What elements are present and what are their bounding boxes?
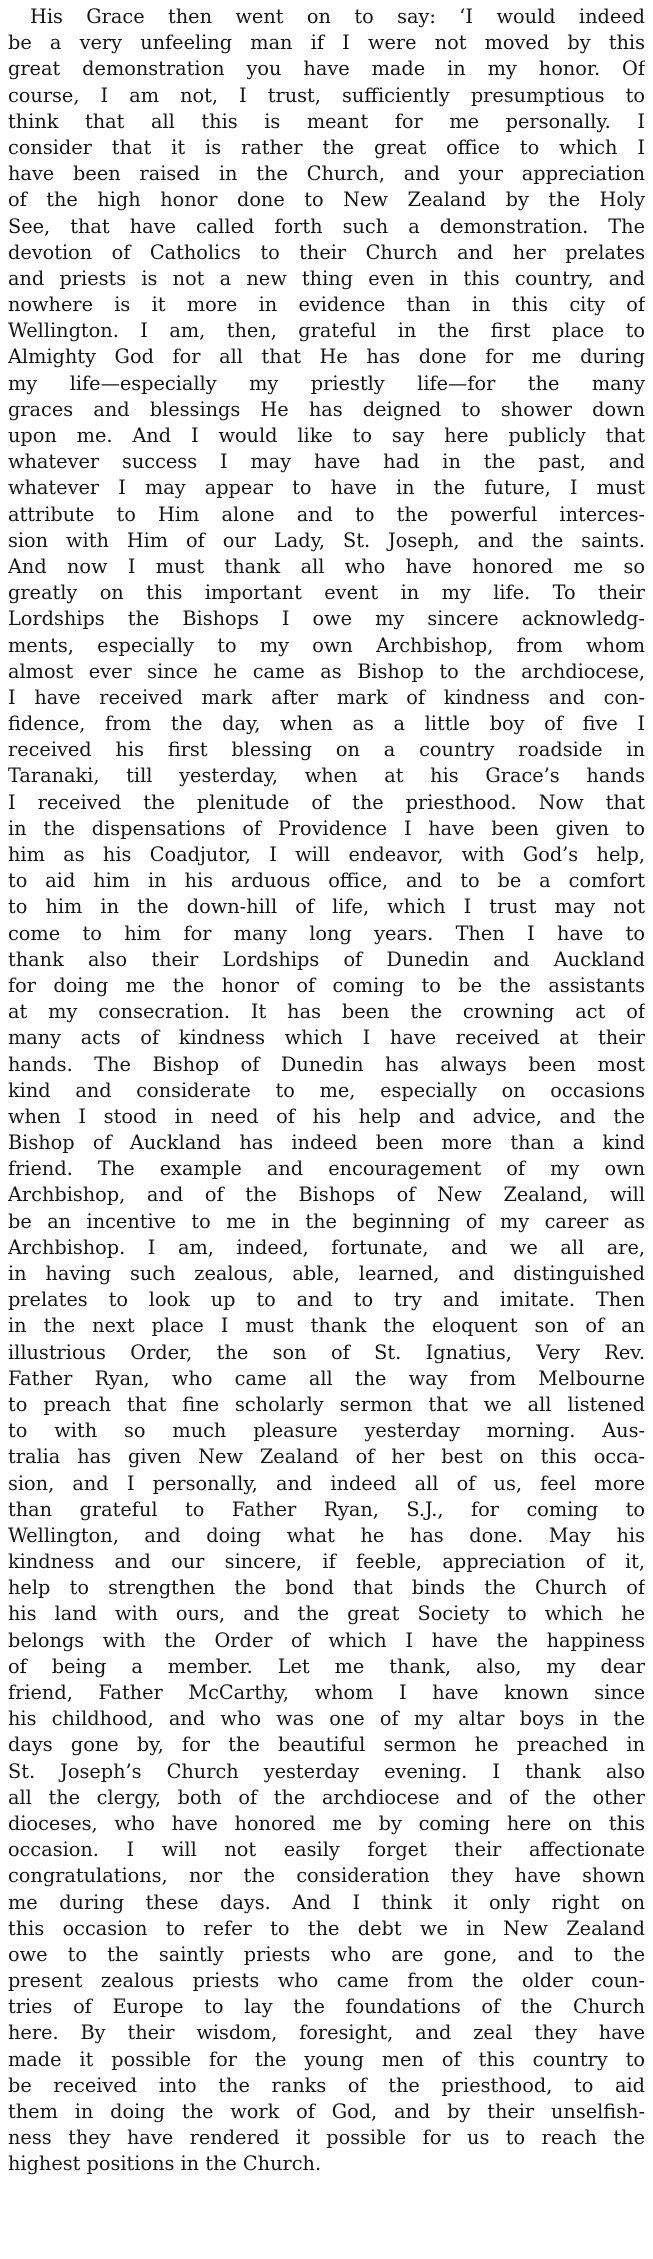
text-line: St. Joseph’s Church yesterday evening. I thank also [8, 1759, 645, 1783]
text-line: Bishop of Auckland has indeed been more than a kind [8, 1131, 645, 1155]
text-line: him as his Coadjutor, I will endeavor, with God’s help, [8, 843, 645, 866]
text-line: them in doing the work of God, and by their unselfish- [8, 2100, 645, 2123]
text-line: days gone by, for the beautiful sermon he preached in [8, 1733, 645, 1757]
text-line: prelates to look up to and to try and imitate. Then [8, 1288, 645, 1312]
text-line: friend, Father McCarthy, whom I have known since [8, 1681, 645, 1704]
text-line: thank also their Lordships of Dunedin and Auckland [8, 947, 645, 971]
text-line: See, that have called forth such a demonstration. The [8, 214, 645, 238]
text-line: hands. The Bishop of Dunedin has always been most [8, 1052, 645, 1076]
text-line: devotion of Catholics to their Church and her prelates [8, 240, 645, 264]
text-line: kindness and our sincere, if feeble, appreciation of it, [8, 1550, 645, 1574]
text-line: to him in the down-hill of life, which I trust may not [8, 895, 645, 919]
text-line: Father Ryan, who came all the way from Melbourne [8, 1366, 645, 1390]
text-line: this occasion to refer to the debt we in New Zealand [8, 1916, 645, 1940]
text-line: be an incentive to me in the beginning of my career as [8, 1209, 645, 1233]
text-line: Archbishop, and of the Bishops of New Zealand, will [8, 1183, 645, 1207]
text-line: to preach that fine scholarly sermon that we all listened [8, 1392, 645, 1416]
text-line: in having such zealous, able, learned, and distinguished [8, 1262, 645, 1285]
text-line: to with so much pleasure yesterday morning. Aus- [8, 1419, 645, 1443]
text-line: here. By their wisdom, foresight, and zeal they have [8, 2021, 645, 2045]
text-line: than grateful to Father Ryan, S.J., for coming to [8, 1497, 645, 1521]
text-line: friend. The example and encouragement of my own [8, 1157, 645, 1181]
text-line: whatever success I may have had in the past, and [8, 450, 645, 474]
text-line: ness they have rendered it possible for us to reach the [8, 2126, 645, 2150]
text-line: have been raised in the Church, and your appreciation [8, 162, 645, 186]
text-line: consider that it is rather the great office to which I [8, 135, 645, 159]
text-line: his land with ours, and the great Society to which he [8, 1602, 645, 1626]
text-line: many acts of kindness which I have received at their [8, 1026, 645, 1050]
text-line: great demonstration you have made in my honor. Of [8, 57, 645, 81]
text-line: occasion. I will not easily forget their affectionate [8, 1838, 645, 1862]
text-line: greatly on this important event in my life. To their [8, 581, 645, 605]
text-line: highest positions in the Church. [8, 2152, 322, 2176]
text-line: ments, especially to my own Archbishop, from whom [8, 633, 645, 657]
text-line: in the next place I must thank the eloquent son of an [8, 1314, 645, 1338]
text-line: at my consecration. It has been the crowning act of [8, 1000, 645, 1024]
text-line: his childhood, and who was one of my altar boys in the [8, 1707, 645, 1731]
text-line: graces and blessings He has deigned to shower down [8, 397, 645, 421]
text-line: my life—especially my priestly life—for the many [8, 371, 645, 395]
text-line: of being a member. Let me thank, also, my dear [8, 1654, 645, 1678]
text-line: present zealous priests who came from the older coun- [8, 1969, 645, 1993]
text-line: almost ever since he came as Bishop to the archdiocese, [8, 659, 645, 683]
text-line: Archbishop. I am, indeed, fortunate, and we all are, [8, 1235, 645, 1259]
text-line: be received into the ranks of the priesthood, to aid [8, 2073, 645, 2097]
text-line: all the clergy, both of the archdiocese and of the other [8, 1785, 645, 1809]
text-line: made it possible for the young men of this country to [8, 2047, 645, 2071]
text-line: congratulations, nor the consideration they have shown [8, 1864, 645, 1888]
text-line: in the dispensations of Providence I have been given to [8, 816, 645, 840]
text-line: fidence, from the day, when as a little boy of five I [8, 712, 645, 736]
text-line: I have received mark after mark of kindness and con- [8, 685, 645, 709]
text-line: think that all this is meant for me personally. I [8, 109, 645, 133]
text-line: me during these days. And I think it only right on [8, 1890, 645, 1914]
text-line: whatever I may appear to have in the future, I must [8, 476, 645, 500]
text-line: and priests is not a new thing even in this country, and [8, 266, 645, 290]
text-line: His Grace then went on to say: ‘I would indeed [30, 5, 645, 28]
text-line: tries of Europe to lay the foundations of the Church [8, 1995, 645, 2019]
text-line: dioceses, who have honored me by coming here on this [8, 1811, 645, 1835]
text-line: tralia has given New Zealand of her best on this occa- [8, 1445, 645, 1469]
text-line: sion with Him of our Lady, St. Joseph, and the saints. [8, 528, 645, 552]
text-line: when I stood in need of his help and advice, and the [8, 1104, 645, 1128]
text-line: help to strengthen the bond that binds the Church of [8, 1576, 645, 1600]
text-line: belongs with the Order of which I have the happiness [8, 1628, 645, 1652]
text-line: illustrious Order, the son of St. Ignatius, Very Rev. [8, 1340, 645, 1364]
text-line: Almighty God for all that He has done for me during [8, 345, 645, 369]
text-line: received his first blessing on a country roadside in [8, 738, 645, 762]
text-line: Wellington. I am, then, grateful in the first place to [8, 319, 645, 343]
text-line: course, I am not, I trust, sufficiently presumptious to [8, 83, 645, 107]
text-line: And now I must thank all who have honored me so [8, 554, 645, 578]
text-line: Wellington, and doing what he has done. May his [8, 1523, 645, 1547]
text-line: for doing me the honor of coming to be the assistants [8, 973, 645, 997]
text-line: kind and considerate to me, especially on occasions [8, 1078, 645, 1102]
text-line: Taranaki, till yesterday, when at his Grace’s hands [8, 764, 645, 788]
text-line: to aid him in his arduous office, and to be a comfort [8, 869, 645, 893]
text-line: sion, and I personally, and indeed all of us, feel more [8, 1471, 645, 1495]
text-line: come to him for many long years. Then I have to [8, 921, 645, 945]
text-line: attribute to Him alone and to the powerful interces- [8, 502, 645, 526]
text-line: of the high honor done to New Zealand by the Holy [8, 188, 645, 212]
text-line: nowhere is it more in evidence than in this city of [8, 293, 645, 317]
text-line: upon me. And I would like to say here publicly that [8, 424, 645, 447]
text-line: owe to the saintly priests who are gone, and to the [8, 1942, 645, 1966]
text-line: be a very unfeeling man if I were not moved by this [8, 31, 645, 55]
text-line: I received the plenitude of the priesthood. Now that [8, 790, 645, 814]
article-body [8, 4, 645, 2178]
text-line: Lordships the Bishops I owe my sincere acknowledg- [8, 607, 645, 631]
